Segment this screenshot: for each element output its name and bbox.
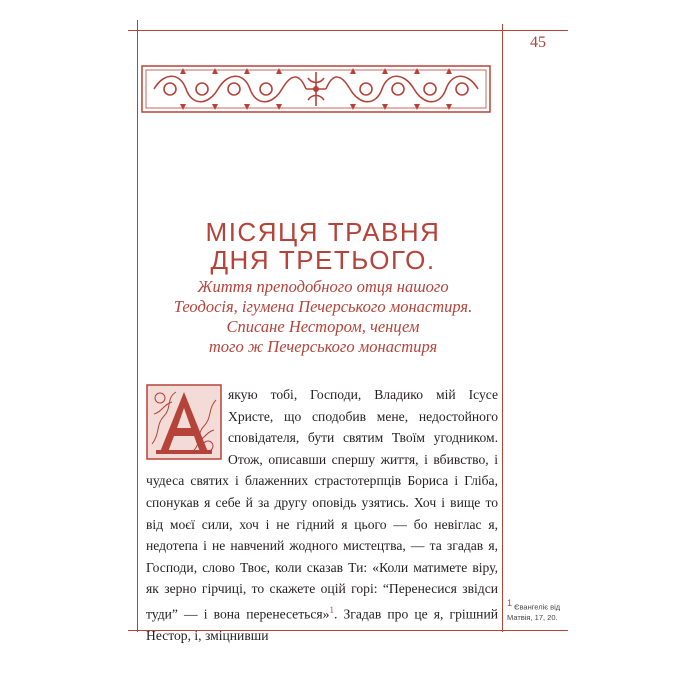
body-paragraph	[146, 384, 498, 647]
body-text: якую тобі, Господи, Владико мій Ісусе Христе, що сподобив мене, недостойного сповідателя, бути святим Твоїм угодником. Отож, описавши спершу життя, і вбивство, і чудеса святих і блаженних страстотерпців Бориса і Гліба, спонукав я себе й за другу оповідь узятись. Хоч і вище то від моєї сили, хоч і не гідний я цього — бо невіглас я, недотепа і не навчений жодного мистецтва, — та згадав я, Господи, слово Твоє, коли сказав Ти: «Коли матимете віру, як зерно гірчиці, то скажете оцій горі: “Перенесися звідси туди” — і вона перенесеться»	[146, 387, 498, 622]
frame-left-line	[137, 20, 138, 632]
footnote	[507, 598, 569, 623]
title-line-2: ДНЯ ТРЕТЬОГО.	[210, 245, 436, 275]
chapter-subtitle	[148, 277, 498, 357]
chapter-title	[148, 218, 498, 274]
frame-right-line	[502, 24, 503, 632]
floral-ornament-icon	[140, 64, 492, 114]
frame-top-line	[128, 30, 568, 31]
footnote-marker[interactable]: 1	[329, 604, 334, 615]
footnote-text: Євангеліє від Матвія, 17, 20.	[507, 602, 561, 622]
body-text-end: . Згадав про це я, грішний Нестор, і, зміцнивши	[146, 606, 498, 644]
subtitle-line-2: Теодосія, ігумена Печерського монастиря.	[173, 297, 473, 316]
subtitle-line-1: Життя преподобного отця нашого	[197, 277, 449, 296]
subtitle-line-4: того ж Печерського монастиря	[208, 337, 438, 356]
title-line-1: МІСЯЦЯ ТРАВНЯ	[205, 217, 441, 247]
illuminated-initial-icon	[146, 384, 222, 460]
footnote-number: 1	[507, 598, 513, 608]
subtitle-line-3: Списане Нестором, ченцем	[226, 317, 420, 336]
page-number: 45	[530, 34, 546, 51]
